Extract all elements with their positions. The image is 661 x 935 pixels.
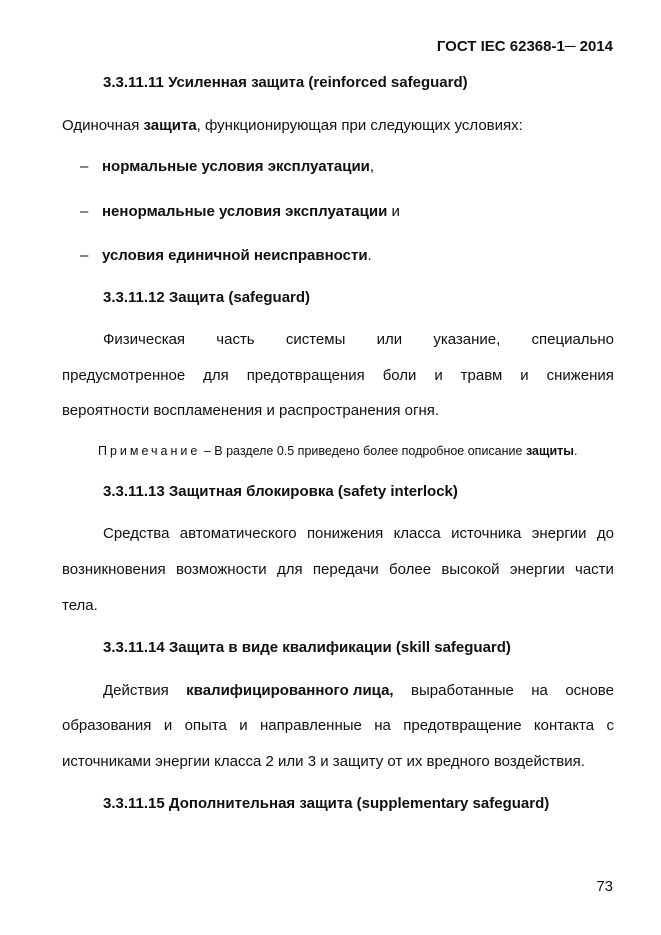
paragraph-line: вероятности воспламенения и распространения огня. bbox=[62, 402, 440, 419]
word: на bbox=[374, 717, 391, 734]
word: системы bbox=[285, 331, 346, 348]
word: боли bbox=[382, 367, 417, 384]
term-skilled-person: квалифицированного лица, bbox=[186, 682, 394, 699]
intro-text-end: , функционирующая при следующих условиях: bbox=[196, 117, 523, 134]
paragraph-line bbox=[62, 367, 614, 384]
term-safeguard: защита bbox=[143, 117, 197, 134]
paragraph-line bbox=[103, 682, 614, 699]
heading-3-3-11-11: 3.3.11.11 Усиленная защита (reinforced safeguard) bbox=[103, 74, 468, 91]
word: части bbox=[575, 561, 614, 578]
word: возникновения bbox=[62, 561, 166, 578]
paragraph-line bbox=[62, 561, 614, 578]
list-dash: – bbox=[80, 158, 89, 175]
word: энергии bbox=[531, 525, 587, 542]
paragraph-line bbox=[62, 717, 614, 734]
word: автоматического bbox=[179, 525, 297, 542]
word: энергии bbox=[509, 561, 565, 578]
note bbox=[98, 444, 577, 458]
word: образования bbox=[62, 717, 152, 734]
word: опыта bbox=[184, 717, 227, 734]
word: и bbox=[434, 367, 443, 384]
word: для bbox=[276, 561, 303, 578]
word: и bbox=[163, 717, 173, 734]
word: предотвращения bbox=[246, 367, 365, 384]
intro-paragraph bbox=[62, 117, 523, 134]
heading-3-3-11-12: 3.3.11.12 Защита (safeguard) bbox=[103, 289, 311, 306]
word: с bbox=[606, 717, 614, 734]
word: предусмотренное bbox=[62, 367, 186, 384]
word: до bbox=[596, 525, 614, 542]
word: предотвращение bbox=[403, 717, 522, 734]
intro-text: Одиночная bbox=[62, 117, 144, 134]
word: часть bbox=[216, 331, 255, 348]
note-label: Примечание bbox=[98, 444, 201, 458]
word: более bbox=[389, 561, 432, 578]
word: Действия bbox=[103, 682, 169, 699]
list-item-tail: , bbox=[369, 158, 375, 175]
word: направленные bbox=[260, 717, 362, 734]
paragraph-line bbox=[103, 525, 614, 542]
word: источника bbox=[451, 525, 522, 542]
word: Средства bbox=[103, 525, 170, 542]
word: специально bbox=[531, 331, 614, 348]
word: контакта bbox=[533, 717, 595, 734]
page-number: 73 bbox=[596, 878, 613, 895]
list-item bbox=[80, 247, 372, 264]
word: высокой bbox=[441, 561, 500, 578]
heading-3-3-11-13: 3.3.11.13 Защитная блокировка (safety interlock) bbox=[103, 483, 458, 500]
list-item bbox=[80, 158, 374, 175]
word: и bbox=[239, 717, 248, 734]
paragraph-line: тела. bbox=[62, 597, 98, 614]
word: на bbox=[531, 682, 548, 699]
list-item-tail: . bbox=[367, 247, 372, 264]
word: травм bbox=[460, 367, 503, 384]
list-item-term: нормальные условия эксплуатации bbox=[102, 158, 370, 175]
word: снижения bbox=[546, 367, 614, 384]
note-term: защиты bbox=[525, 444, 574, 458]
word: основе bbox=[565, 682, 614, 699]
word: и bbox=[520, 367, 529, 384]
list-dash: – bbox=[80, 247, 89, 264]
word: возможности bbox=[175, 561, 267, 578]
word: для bbox=[203, 367, 229, 384]
word: передачи bbox=[312, 561, 379, 578]
list-item bbox=[80, 203, 400, 220]
list-item-tail: и bbox=[387, 203, 400, 220]
note-end: . bbox=[573, 444, 578, 458]
paragraph-line bbox=[103, 331, 614, 348]
word: Физическая bbox=[103, 331, 186, 348]
heading-3-3-11-14: 3.3.11.14 Защита в виде квалификации (skill safeguard) bbox=[103, 639, 511, 656]
note-text: – В разделе 0.5 приведено более подробное описание bbox=[200, 444, 526, 458]
paragraph-line: источниками энергии класса 2 или 3 и защиту от их вредного воздействия. bbox=[62, 753, 585, 770]
word: или bbox=[376, 331, 403, 348]
word: класса bbox=[393, 525, 441, 542]
word: понижения bbox=[306, 525, 384, 542]
heading-3-3-11-15: 3.3.11.15 Дополнительная защита (supplementary safeguard) bbox=[103, 795, 550, 812]
document-header: ГОСТ IEC 62368-1─ 2014 bbox=[436, 38, 613, 55]
word: указание, bbox=[433, 331, 501, 348]
list-dash: – bbox=[80, 203, 89, 220]
list-item-term: условия единичной неисправности bbox=[102, 247, 368, 264]
list-item-term: ненормальные условия эксплуатации bbox=[102, 203, 388, 220]
word: выработанные bbox=[411, 682, 514, 699]
